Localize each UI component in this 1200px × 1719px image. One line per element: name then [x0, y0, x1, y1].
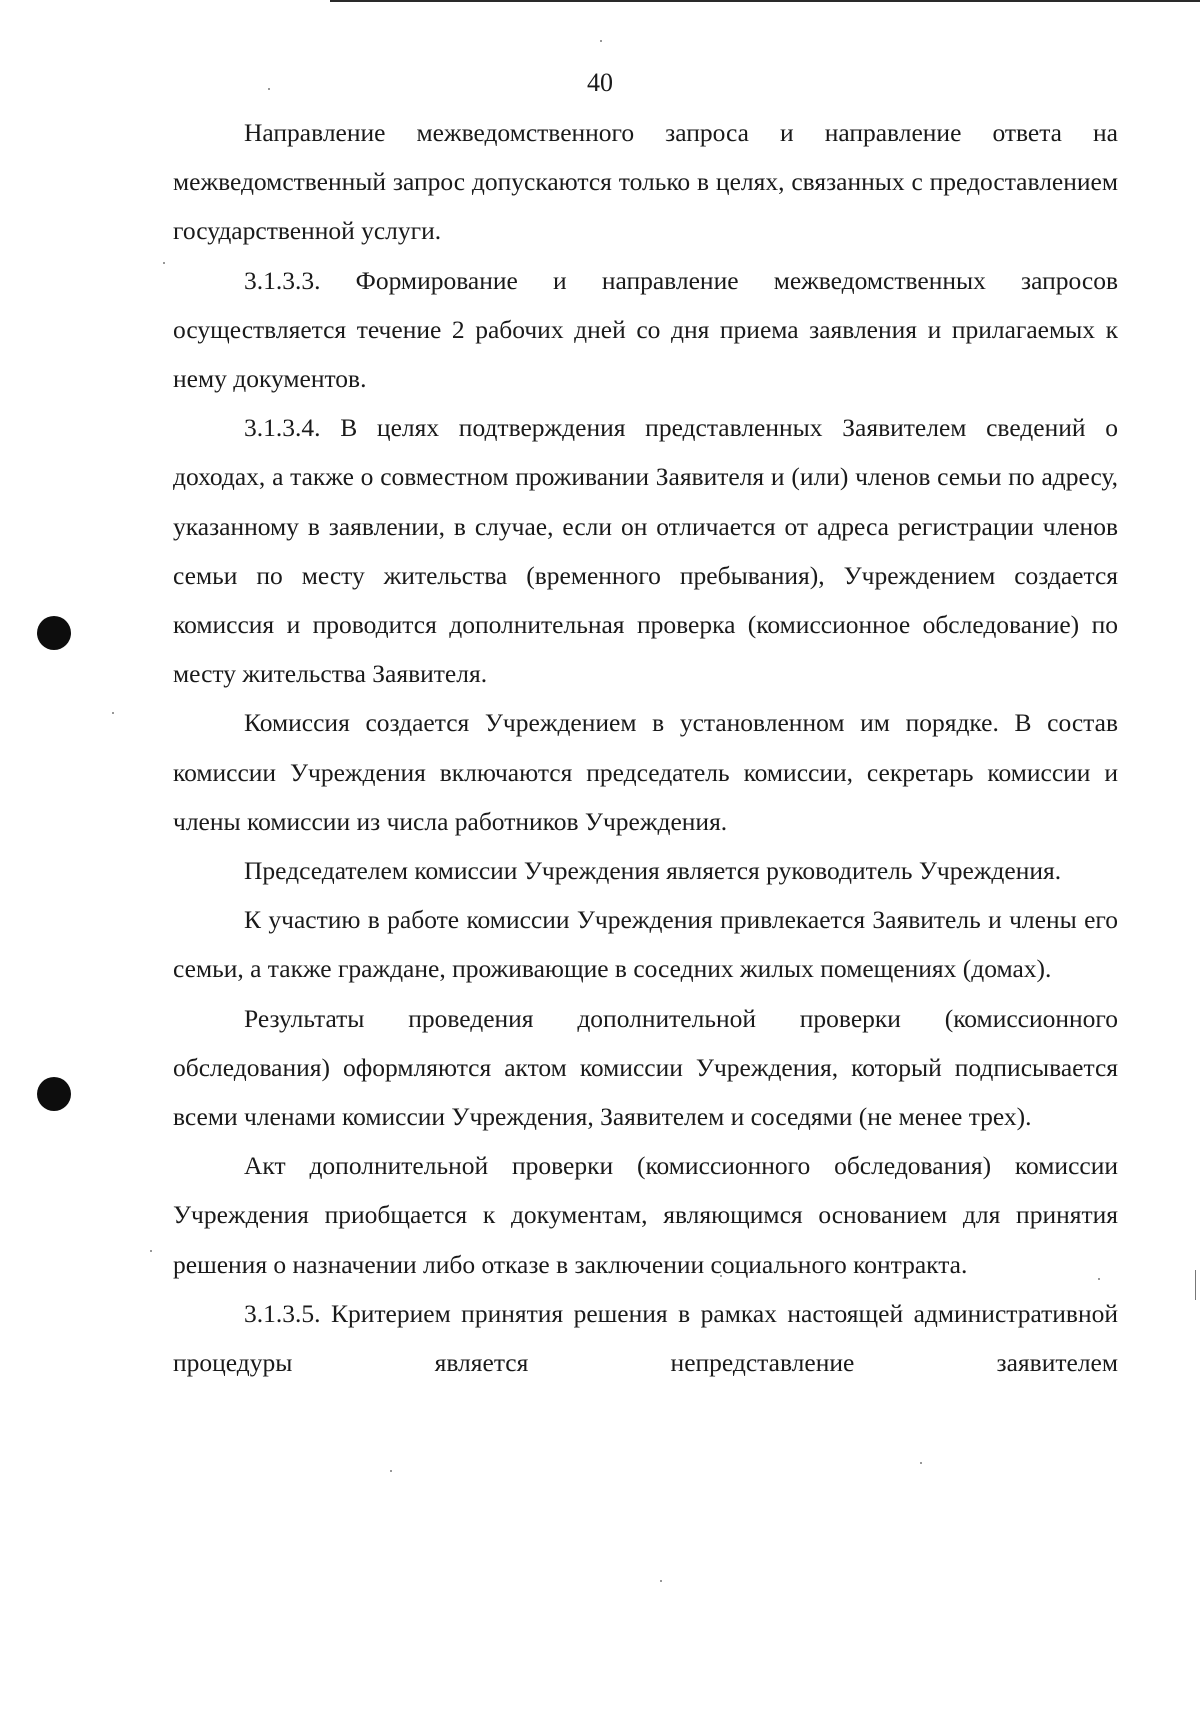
paragraph: 3.1.3.5. Критерием принятия решения в рамках настоящей административной процедуры является непредставление заявителем: [173, 1298, 1118, 1378]
scan-speck: [660, 1580, 662, 1582]
scan-speck: [1195, 1270, 1196, 1300]
scan-speck: [390, 1470, 392, 1472]
scan-speck: [112, 712, 114, 714]
paragraph: Результаты проведения дополнительной проверки (комиссионного обследования) оформляются актом комиссии Учреждения, который подписывается всеми членами комиссии Учреждения, Заявителем и соседями (не менее трех).: [173, 1003, 1118, 1132]
page-number: 40: [587, 68, 613, 97]
scan-top-edge: [330, 0, 1200, 2]
paragraph: Акт дополнительной проверки (комиссионного обследования) комиссии Учреждения приобщается к документам, являющимся основанием для принятия решения о назначении либо отказе в заключении социального контракта.: [173, 1151, 1118, 1279]
scan-speck: [163, 262, 165, 264]
paragraph: 3.1.3.4. В целях подтверждения представленных Заявителем сведений о доходах, а также о совместном проживании Заявителя и (или) членов семьи по адресу, указанному в заявлении, в случае, если он отличается от адреса регистрации членов семьи по месту жительства (временного пребывания), Учреждением создается комиссия и проводится дополнительная проверка (комиссионное обследование) по месту жительства Заявителя.: [173, 413, 1118, 689]
paragraph: Комиссия создается Учреждением в установленном им порядке. В состав комиссии Учреждения включаются председатель комиссии, секретарь комиссии и члены комиссии из числа работников Учреждения.: [173, 708, 1118, 836]
scan-speck: [920, 1462, 922, 1464]
paragraph: Направление межведомственного запроса и направление ответа на межведомственный запрос допускаются только в целях, связанных с предоставлением государственной услуги.: [173, 118, 1118, 246]
scan-speck: [600, 40, 602, 42]
document-body: [173, 108, 1118, 1387]
paragraph: К участию в работе комиссии Учреждения привлекается Заявитель и члены его семьи, а также граждане, проживающие в соседних жилых помещениях (домах).: [173, 905, 1118, 984]
hole-punch-mark: [37, 616, 71, 650]
scan-speck: [150, 1250, 152, 1252]
paragraph: Председателем комиссии Учреждения является руководитель Учреждения.: [244, 856, 1062, 886]
hole-punch-mark: [37, 1077, 71, 1111]
paragraph: 3.1.3.3. Формирование и направление межведомственных запросов осуществляется течение 2 рабочих дней со дня приема заявления и прилагаемых к нему документов.: [173, 265, 1118, 394]
